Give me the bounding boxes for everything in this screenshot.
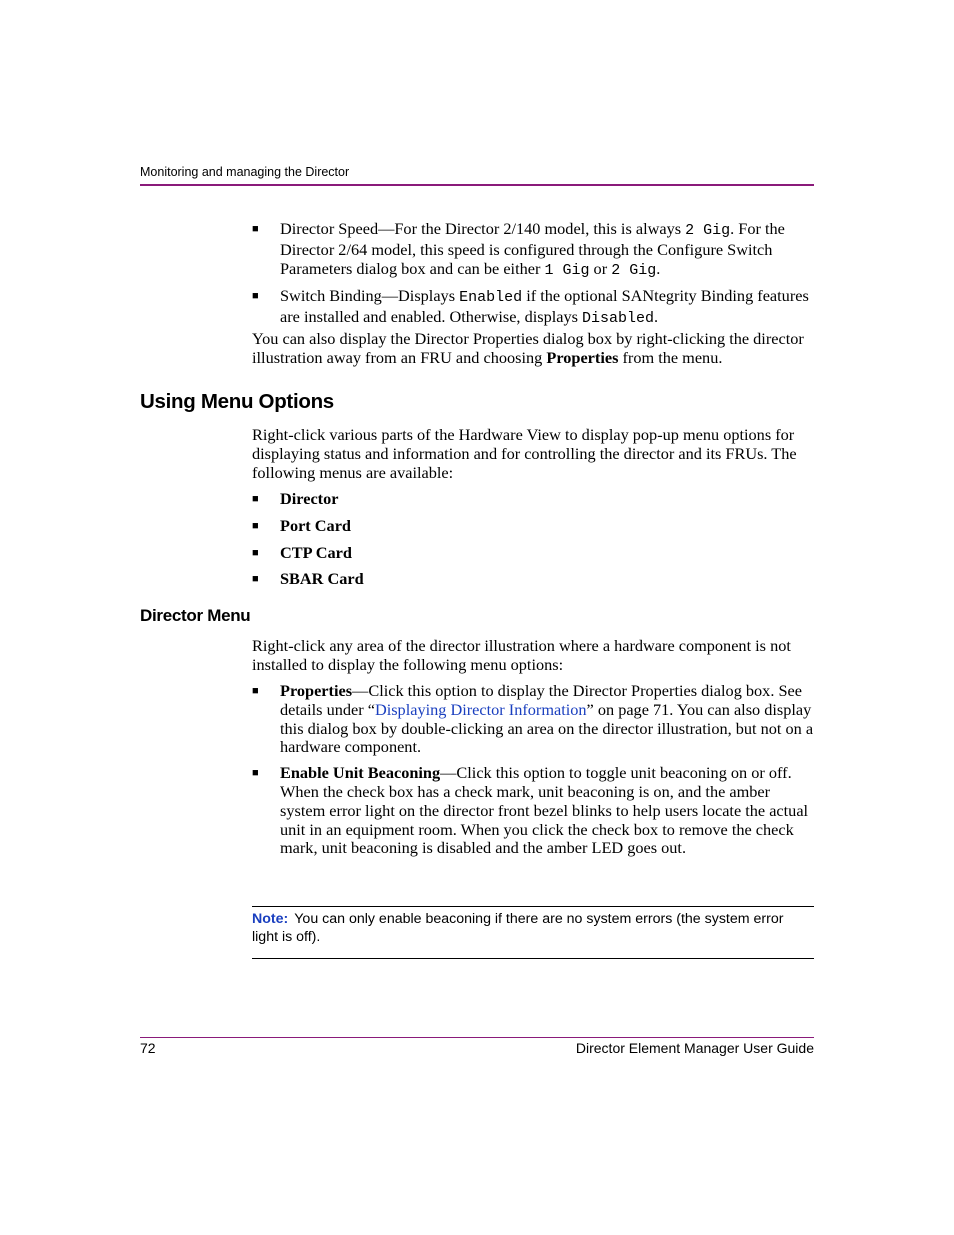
displaying-director-information-link[interactable]: Displaying Director Information — [374, 699, 587, 719]
properties-paragraph: You can also display the Director Properties dialog box by right-clicking the director illustration away from an FRU and choosing Properties from the menu. — [252, 329, 804, 367]
using-intro-paragraph: Right-click various parts of the Hardware View to display pop-up menu options for displaying status and information and for controlling the director and its FRUs. The following menus are available: — [252, 425, 797, 482]
page-number: 72 — [140, 1040, 156, 1056]
list-item: ■ Switch Binding—Displays Enabled if the optional SANtegrity Binding features are installed and enabled. Otherwise, displays Disabled. — [252, 286, 809, 328]
bullet-icon: ■ — [252, 223, 259, 235]
list-item: ■ Director Speed—For the Director 2/140 model, this is always 2 Gig. For the Director 2/64 model, this speed is configured through the Configure Switch Parameters dialog box and can be either 1 Gig or 2 Gig. — [252, 219, 785, 279]
bullet-icon: ■ — [252, 290, 259, 303]
section-heading-using-menu-options: Using Menu Options — [140, 390, 334, 413]
note-text: You can only enable beaconing if there are no system errors (the system error light is off). — [252, 911, 784, 945]
header-rule — [140, 184, 814, 186]
list-item: ■ Port Card — [252, 515, 351, 535]
note-top-rule — [252, 906, 814, 907]
list-item: ■ SBAR Card — [252, 569, 364, 589]
footer-doc-title: Director Element Manager User Guide — [575, 1040, 814, 1056]
list-item: ■ Director — [252, 489, 339, 508]
list-item: ■ CTP Card — [252, 542, 352, 562]
running-header: Monitoring and managing the Director — [140, 165, 350, 179]
bullet-icon: ■ — [252, 493, 259, 505]
list-item: ■ Enable Unit Beaconing—Click this option to toggle unit beaconing on or off. When the check box has a check mark, unit beaconing is on, and the amber system error light on the director front bezel blinks to help users locate the actual unit in an equipment room. When you click the check box to remove the check mark, unit beaconing is disabled and the amber LED goes out. — [252, 763, 809, 858]
bullet-icon: ■ — [252, 767, 259, 780]
section-heading-director-menu: Director Menu — [140, 606, 251, 625]
attribute-list — [252, 220, 814, 329]
note-label: Note: — [252, 911, 289, 927]
note-box — [252, 911, 812, 946]
bullet-icon: ■ — [252, 546, 259, 559]
footer-rule — [140, 1037, 814, 1038]
bullet-icon: ■ — [252, 519, 259, 532]
director-menu-intro: Right-click any area of the director illustration where a hardware component is not installed to display the following menu options: — [252, 636, 791, 674]
note-bottom-rule — [252, 958, 814, 959]
list-item: ■ Properties—Click this option to display the Director Properties dialog box. See details under “Displaying Director Information” on page 71. You can also display this dialog box by double-clicking an area on the director illustration, but not on a hardware component. — [252, 681, 814, 757]
menu-list — [252, 490, 814, 589]
director-menu-options — [252, 682, 814, 858]
bullet-icon: ■ — [252, 573, 259, 586]
bullet-icon: ■ — [252, 685, 259, 697]
